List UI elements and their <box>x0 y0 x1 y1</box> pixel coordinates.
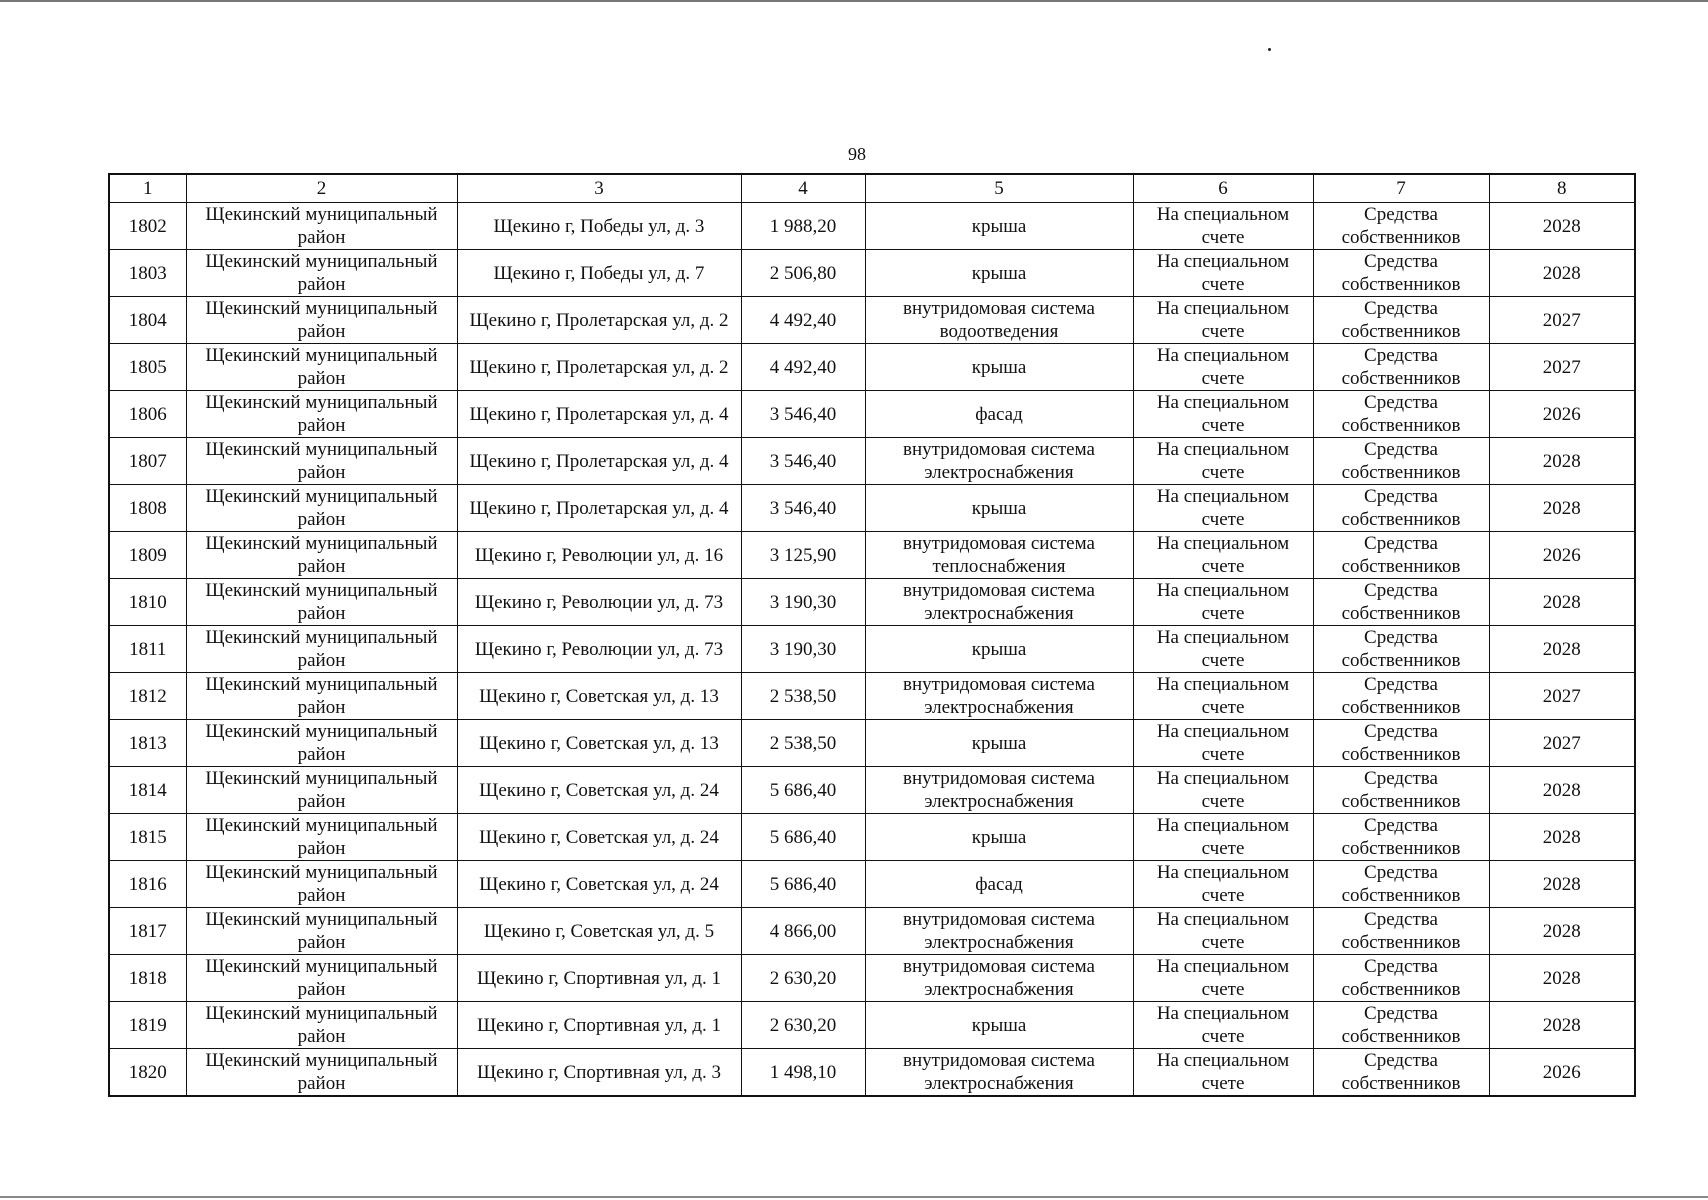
fund-account-cell: На специальном счете <box>1133 720 1313 767</box>
area-cell: 5 686,40 <box>741 814 865 861</box>
funding-source-cell: Средства собственников <box>1313 297 1489 344</box>
repair-element-cell: крыша <box>865 203 1133 250</box>
district-cell: Щекинский муниципальный район <box>186 626 457 673</box>
address-cell: Щекино г, Пролетарская ул, д. 4 <box>457 391 741 438</box>
address-cell: Щекино г, Пролетарская ул, д. 4 <box>457 485 741 532</box>
fund-account-cell: На специальном счете <box>1133 861 1313 908</box>
row-number-cell: 1803 <box>109 250 186 297</box>
repair-element-cell: внутридомовая система теплоснабжения <box>865 532 1133 579</box>
table-row <box>109 579 1635 626</box>
district-cell: Щекинский муниципальный район <box>186 908 457 955</box>
table-row <box>109 673 1635 720</box>
repair-element-cell: крыша <box>865 626 1133 673</box>
area-cell: 4 492,40 <box>741 297 865 344</box>
fund-account-cell: На специальном счете <box>1133 344 1313 391</box>
fund-account-cell: На специальном счете <box>1133 485 1313 532</box>
area-cell: 5 686,40 <box>741 861 865 908</box>
fund-account-cell: На специальном счете <box>1133 767 1313 814</box>
address-cell: Щекино г, Пролетарская ул, д. 2 <box>457 297 741 344</box>
funding-source-cell: Средства собственников <box>1313 344 1489 391</box>
funding-source-cell: Средства собственников <box>1313 579 1489 626</box>
repair-element-cell: крыша <box>865 344 1133 391</box>
row-number-cell: 1812 <box>109 673 186 720</box>
column-header: 4 <box>741 174 865 203</box>
funding-source-cell: Средства собственников <box>1313 532 1489 579</box>
row-number-cell: 1804 <box>109 297 186 344</box>
area-cell: 3 190,30 <box>741 579 865 626</box>
column-header: 2 <box>186 174 457 203</box>
funding-source-cell: Средства собственников <box>1313 438 1489 485</box>
funding-source-cell: Средства собственников <box>1313 767 1489 814</box>
row-number-cell: 1817 <box>109 908 186 955</box>
planned-year-cell: 2028 <box>1489 579 1635 626</box>
row-number-cell: 1820 <box>109 1049 186 1097</box>
repair-element-cell: внутридомовая система электроснабжения <box>865 1049 1133 1097</box>
address-cell: Щекино г, Советская ул, д. 24 <box>457 814 741 861</box>
address-cell: Щекино г, Спортивная ул, д. 1 <box>457 955 741 1002</box>
address-cell: Щекино г, Советская ул, д. 13 <box>457 720 741 767</box>
district-cell: Щекинский муниципальный район <box>186 297 457 344</box>
district-cell: Щекинский муниципальный район <box>186 767 457 814</box>
funding-source-cell: Средства собственников <box>1313 1002 1489 1049</box>
district-cell: Щекинский муниципальный район <box>186 861 457 908</box>
fund-account-cell: На специальном счете <box>1133 1002 1313 1049</box>
funding-source-cell: Средства собственников <box>1313 908 1489 955</box>
area-cell: 4 492,40 <box>741 344 865 391</box>
address-cell: Щекино г, Пролетарская ул, д. 2 <box>457 344 741 391</box>
fund-account-cell: На специальном счете <box>1133 814 1313 861</box>
funding-source-cell: Средства собственников <box>1313 203 1489 250</box>
fund-account-cell: На специальном счете <box>1133 955 1313 1002</box>
repair-element-cell: крыша <box>865 1002 1133 1049</box>
column-header: 8 <box>1489 174 1635 203</box>
repair-element-cell: внутридомовая система электроснабжения <box>865 908 1133 955</box>
table-row <box>109 532 1635 579</box>
fund-account-cell: На специальном счете <box>1133 532 1313 579</box>
page-number: 98 <box>848 144 866 164</box>
table-row <box>109 250 1635 297</box>
district-cell: Щекинский муниципальный район <box>186 344 457 391</box>
district-cell: Щекинский муниципальный район <box>186 485 457 532</box>
funding-source-cell: Средства собственников <box>1313 391 1489 438</box>
funding-source-cell: Средства собственников <box>1313 720 1489 767</box>
planned-year-cell: 2028 <box>1489 438 1635 485</box>
row-number-cell: 1816 <box>109 861 186 908</box>
repair-element-cell: крыша <box>865 814 1133 861</box>
area-cell: 5 686,40 <box>741 767 865 814</box>
funding-source-cell: Средства собственников <box>1313 485 1489 532</box>
address-cell: Щекино г, Революции ул, д. 16 <box>457 532 741 579</box>
planned-year-cell: 2028 <box>1489 908 1635 955</box>
planned-year-cell: 2027 <box>1489 673 1635 720</box>
district-cell: Щекинский муниципальный район <box>186 579 457 626</box>
planned-year-cell: 2028 <box>1489 485 1635 532</box>
address-cell: Щекино г, Победы ул, д. 3 <box>457 203 741 250</box>
funding-source-cell: Средства собственников <box>1313 1049 1489 1097</box>
table-row <box>109 1049 1635 1097</box>
planned-year-cell: 2028 <box>1489 626 1635 673</box>
row-number-cell: 1809 <box>109 532 186 579</box>
address-cell: Щекино г, Победы ул, д. 7 <box>457 250 741 297</box>
address-cell: Щекино г, Революции ул, д. 73 <box>457 579 741 626</box>
planned-year-cell: 2027 <box>1489 344 1635 391</box>
area-cell: 2 630,20 <box>741 1002 865 1049</box>
planned-year-cell: 2027 <box>1489 297 1635 344</box>
fund-account-cell: На специальном счете <box>1133 297 1313 344</box>
table-row <box>109 908 1635 955</box>
district-cell: Щекинский муниципальный район <box>186 391 457 438</box>
district-cell: Щекинский муниципальный район <box>186 720 457 767</box>
table-row <box>109 344 1635 391</box>
row-number-cell: 1807 <box>109 438 186 485</box>
table-row <box>109 861 1635 908</box>
address-cell: Щекино г, Советская ул, д. 24 <box>457 767 741 814</box>
scan-speck <box>1268 48 1271 51</box>
row-number-cell: 1806 <box>109 391 186 438</box>
district-cell: Щекинский муниципальный район <box>186 438 457 485</box>
repair-element-cell: крыша <box>865 250 1133 297</box>
funding-source-cell: Средства собственников <box>1313 861 1489 908</box>
repair-element-cell: фасад <box>865 861 1133 908</box>
address-cell: Щекино г, Спортивная ул, д. 3 <box>457 1049 741 1097</box>
planned-year-cell: 2026 <box>1489 532 1635 579</box>
funding-source-cell: Средства собственников <box>1313 673 1489 720</box>
planned-year-cell: 2028 <box>1489 861 1635 908</box>
row-number-cell: 1810 <box>109 579 186 626</box>
area-cell: 3 546,40 <box>741 438 865 485</box>
table-row <box>109 626 1635 673</box>
row-number-cell: 1808 <box>109 485 186 532</box>
fund-account-cell: На специальном счете <box>1133 626 1313 673</box>
fund-account-cell: На специальном счете <box>1133 438 1313 485</box>
district-cell: Щекинский муниципальный район <box>186 814 457 861</box>
row-number-cell: 1819 <box>109 1002 186 1049</box>
area-cell: 3 190,30 <box>741 626 865 673</box>
table-row <box>109 203 1635 250</box>
scan-top-edge <box>0 0 1708 2</box>
row-number-cell: 1813 <box>109 720 186 767</box>
address-cell: Щекино г, Советская ул, д. 24 <box>457 861 741 908</box>
area-cell: 1 498,10 <box>741 1049 865 1097</box>
capital-repair-table <box>108 173 1636 1097</box>
column-header: 7 <box>1313 174 1489 203</box>
district-cell: Щекинский муниципальный район <box>186 250 457 297</box>
table-row <box>109 485 1635 532</box>
column-header: 1 <box>109 174 186 203</box>
table-row <box>109 391 1635 438</box>
area-cell: 2 538,50 <box>741 673 865 720</box>
table-row <box>109 1002 1635 1049</box>
table-row <box>109 438 1635 485</box>
planned-year-cell: 2028 <box>1489 955 1635 1002</box>
area-cell: 3 546,40 <box>741 391 865 438</box>
area-cell: 3 546,40 <box>741 485 865 532</box>
repair-element-cell: внутридомовая система электроснабжения <box>865 955 1133 1002</box>
area-cell: 2 538,50 <box>741 720 865 767</box>
planned-year-cell: 2026 <box>1489 1049 1635 1097</box>
area-cell: 1 988,20 <box>741 203 865 250</box>
address-cell: Щекино г, Советская ул, д. 13 <box>457 673 741 720</box>
scan-bottom-edge <box>0 1196 1708 1198</box>
repair-element-cell: внутридомовая система электроснабжения <box>865 767 1133 814</box>
address-cell: Щекино г, Революции ул, д. 73 <box>457 626 741 673</box>
district-cell: Щекинский муниципальный район <box>186 532 457 579</box>
fund-account-cell: На специальном счете <box>1133 250 1313 297</box>
area-cell: 2 506,80 <box>741 250 865 297</box>
planned-year-cell: 2028 <box>1489 814 1635 861</box>
address-cell: Щекино г, Пролетарская ул, д. 4 <box>457 438 741 485</box>
planned-year-cell: 2028 <box>1489 767 1635 814</box>
area-cell: 3 125,90 <box>741 532 865 579</box>
column-header: 6 <box>1133 174 1313 203</box>
row-number-cell: 1811 <box>109 626 186 673</box>
table-row <box>109 297 1635 344</box>
fund-account-cell: На специальном счете <box>1133 579 1313 626</box>
repair-element-cell: внутридомовая система электроснабжения <box>865 673 1133 720</box>
table-row <box>109 767 1635 814</box>
row-number-cell: 1815 <box>109 814 186 861</box>
column-number-header-row <box>109 174 1635 203</box>
district-cell: Щекинский муниципальный район <box>186 955 457 1002</box>
repair-element-cell: внутридомовая система электроснабжения <box>865 438 1133 485</box>
table-row <box>109 720 1635 767</box>
funding-source-cell: Средства собственников <box>1313 814 1489 861</box>
funding-source-cell: Средства собственников <box>1313 955 1489 1002</box>
district-cell: Щекинский муниципальный район <box>186 203 457 250</box>
row-number-cell: 1805 <box>109 344 186 391</box>
area-cell: 2 630,20 <box>741 955 865 1002</box>
column-header: 5 <box>865 174 1133 203</box>
repair-element-cell: фасад <box>865 391 1133 438</box>
funding-source-cell: Средства собственников <box>1313 626 1489 673</box>
funding-source-cell: Средства собственников <box>1313 250 1489 297</box>
planned-year-cell: 2028 <box>1489 250 1635 297</box>
district-cell: Щекинский муниципальный район <box>186 1002 457 1049</box>
planned-year-cell: 2027 <box>1489 720 1635 767</box>
planned-year-cell: 2028 <box>1489 1002 1635 1049</box>
address-cell: Щекино г, Спортивная ул, д. 1 <box>457 1002 741 1049</box>
district-cell: Щекинский муниципальный район <box>186 1049 457 1097</box>
planned-year-cell: 2028 <box>1489 203 1635 250</box>
repair-element-cell: внутридомовая система электроснабжения <box>865 579 1133 626</box>
district-cell: Щекинский муниципальный район <box>186 673 457 720</box>
area-cell: 4 866,00 <box>741 908 865 955</box>
row-number-cell: 1802 <box>109 203 186 250</box>
row-number-cell: 1818 <box>109 955 186 1002</box>
column-header: 3 <box>457 174 741 203</box>
address-cell: Щекино г, Советская ул, д. 5 <box>457 908 741 955</box>
fund-account-cell: На специальном счете <box>1133 673 1313 720</box>
planned-year-cell: 2026 <box>1489 391 1635 438</box>
fund-account-cell: На специальном счете <box>1133 1049 1313 1097</box>
repair-element-cell: крыша <box>865 720 1133 767</box>
row-number-cell: 1814 <box>109 767 186 814</box>
fund-account-cell: На специальном счете <box>1133 203 1313 250</box>
repair-element-cell: внутридомовая система водоотведения <box>865 297 1133 344</box>
repair-element-cell: крыша <box>865 485 1133 532</box>
table-body <box>109 174 1635 1096</box>
table-row <box>109 955 1635 1002</box>
fund-account-cell: На специальном счете <box>1133 908 1313 955</box>
table-row <box>109 814 1635 861</box>
fund-account-cell: На специальном счете <box>1133 391 1313 438</box>
